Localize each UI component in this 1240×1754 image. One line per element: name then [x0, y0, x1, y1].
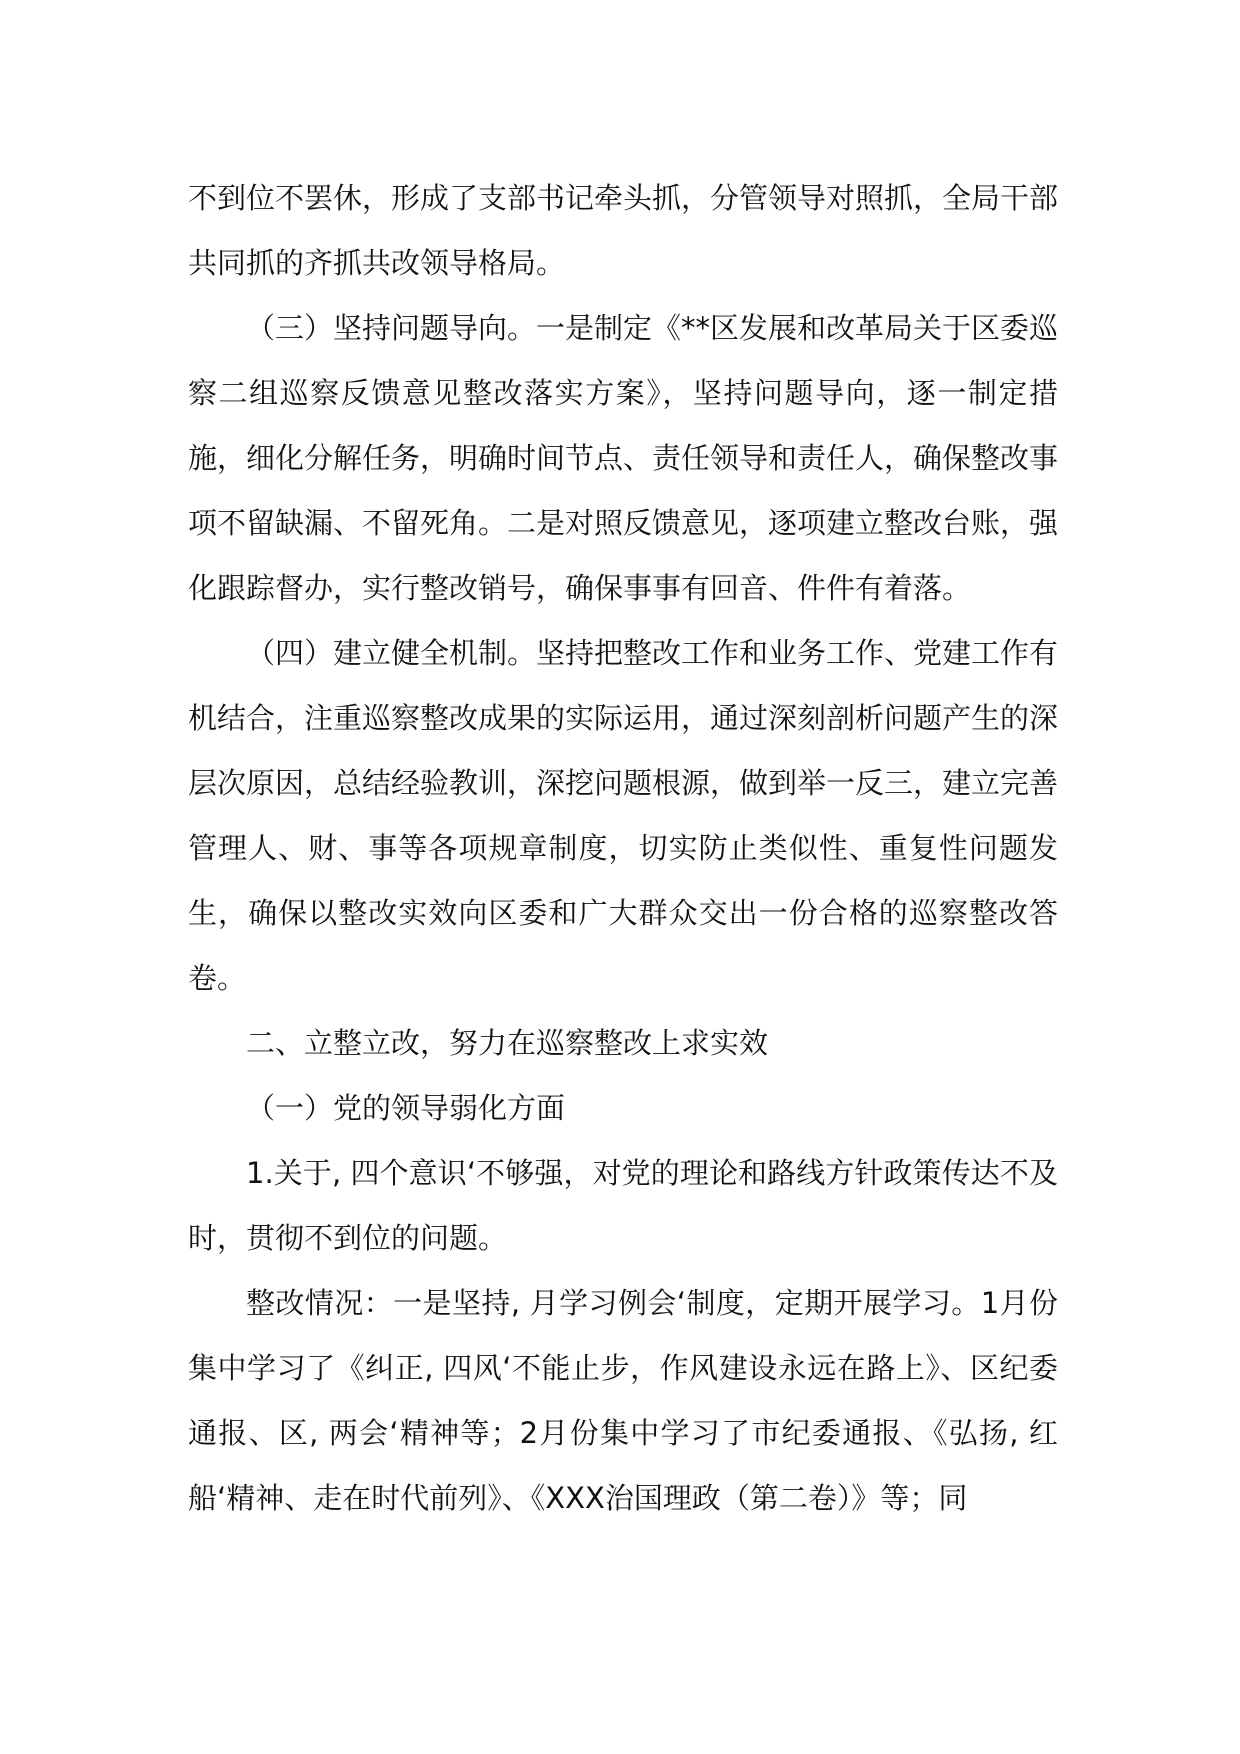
paragraph-continuation: 不到位不罢休，形成了支部书记牵头抓，分管领导对照抓，全局干部共同抓的齐抓共改领导格局。	[188, 181, 1059, 280]
paragraph-section-4: （四）建立健全机制。坚持把整改工作和业务工作、党建工作有机结合，注重巡察整改成果的实际运用，通过深刻剖析问题产生的深层次原因，总结经验教训，深挖问题根源，做到举一反三，建立完善管理人、财、事等各项规章制度，切实防止类似性、重复性问题发生，确保以整改实效向区委和广大群众交出一份合格的巡察整改答卷。	[188, 636, 1059, 995]
heading-part-2: 二、立整立改，努力在巡察整改上求实效	[246, 1026, 769, 1060]
subheading-1: （一）党的领导弱化方面	[246, 1091, 566, 1125]
document-body	[188, 166, 1058, 1531]
paragraph-item-1: 1.关于, 四个意识‘不够强，对党的理论和路线方针政策传达不及时，贯彻不到位的问题。	[188, 1156, 1058, 1255]
paragraph-section-3: （三）坚持问题导向。一是制定《**区发展和改革局关于区委巡察二组巡察反馈意见整改落实方案》，坚持问题导向，逐一制定措施，细化分解任务，明确时间节点、责任领导和责任人，确保整改事项不留缺漏、不留死角。二是对照反馈意见，逐项建立整改台账，强化跟踪督办，实行整改销号，确保事事有回音、件件有着落。	[188, 311, 1059, 605]
paragraph-rectification: 整改情况：一是坚持, 月学习例会‘制度，定期开展学习。1月份集中学习了《纠正, 四风‘不能止步，作风建设永远在路上》、区纪委通报、区, 两会‘精神等；2月份集中学习了市纪委通报、《弘扬, 红船‘精神、走在时代前列》、《XXX治国理政（第二卷）》等；同	[188, 1286, 1058, 1515]
